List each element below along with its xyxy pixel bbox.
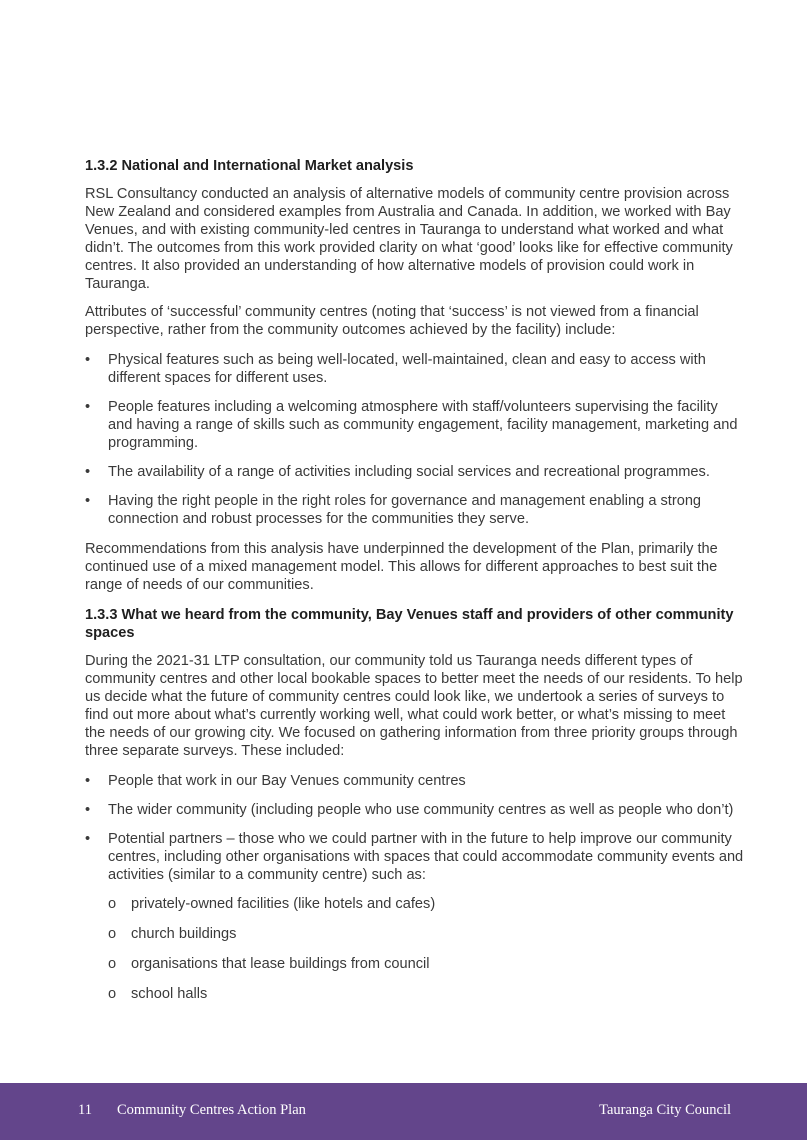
organisation-name: Tauranga City Council	[599, 1102, 731, 1118]
page-content	[85, 157, 745, 1015]
list-item	[85, 463, 745, 481]
list-item-text: The wider community (including people who use community centres as well as people who don’t)	[108, 802, 734, 818]
sub-list-item-text: privately-owned facilities (like hotels and cafes)	[131, 896, 436, 912]
sub-bullet-marker: o	[108, 896, 117, 912]
document-title: Community Centres Action Plan	[117, 1102, 306, 1118]
bullet-marker: •	[85, 493, 91, 509]
page-footer	[0, 1083, 807, 1140]
list-item-text: People that work in our Bay Venues community centres	[108, 773, 466, 789]
list-item	[85, 398, 745, 452]
sub-list-item-text: school halls	[131, 986, 208, 1002]
paragraph-132-intro: RSL Consultancy conducted an analysis of alternative models of community centre provision across New Zealand and considered examples from Australia and Canada. In addition, we worked with Bay Venues, and with existing community-led centres in Tauranga to understand what worked and what didn’t. The outcomes from this work provided clarity on what ‘good’ looks like for effective community centres. It also provided an understanding of how alternative models of provision could work in Tauranga.	[85, 186, 733, 292]
bullet-marker: •	[85, 352, 91, 368]
sub-bullet-marker: o	[108, 986, 117, 1002]
sub-list-item	[108, 925, 745, 943]
list-item-text: People features including a welcoming atmosphere with staff/volunteers supervising the facility and having a range of skills such as community engagement, facility management, marketing and programming.	[108, 399, 738, 451]
list-item	[85, 351, 745, 387]
paragraph-133-intro: During the 2021-31 LTP consultation, our community told us Tauranga needs different types of community centres and other local bookable spaces to better meet the needs of our residents. To help us decide what the future of community centres could look like, we undertook a series of surveys to find out more about what’s currently working well, what could work better, or what’s missing to meet the needs of our growing city. We focused on gathering information from three priority groups through three separate surveys. These included:	[85, 653, 743, 759]
bullet-marker: •	[85, 831, 91, 847]
list-item-text: The availability of a range of activities including social services and recreational programmes.	[108, 464, 710, 480]
sub-list-item-text: organisations that lease buildings from council	[131, 956, 430, 972]
bullet-marker: •	[85, 802, 91, 818]
section-heading-132: 1.3.2 National and International Market analysis	[85, 158, 414, 174]
bullet-list-132	[85, 351, 745, 528]
list-item-text: Physical features such as being well-located, well-maintained, clean and easy to access with different spaces for different uses.	[108, 352, 706, 386]
sub-list-item	[108, 955, 745, 973]
list-item	[85, 772, 745, 790]
sub-list-item	[108, 985, 745, 1003]
sub-list-item-text: church buildings	[131, 926, 237, 942]
bullet-marker: •	[85, 464, 91, 480]
sub-list-item	[108, 895, 745, 913]
bullet-marker: •	[85, 399, 91, 415]
list-item-text: Having the right people in the right roles for governance and management enabling a strong connection and robust processes for the communities they serve.	[108, 493, 702, 527]
section-heading-133: 1.3.3 What we heard from the community, Bay Venues staff and providers of other community spaces	[85, 607, 734, 641]
list-item	[85, 801, 745, 819]
sub-bullet-list	[108, 895, 745, 1003]
paragraph-132-attributes: Attributes of ‘successful’ community centres (noting that ‘success’ is not viewed from a financial perspective, rather from the community outcomes achieved by the facility) include:	[85, 304, 699, 338]
list-item-text: Potential partners – those who we could partner with in the future to help improve our community centres, including other organisations with spaces that could accommodate community events and activities (similar to a community centre) such as:	[108, 831, 744, 883]
paragraph-132-recommendations: Recommendations from this analysis have underpinned the development of the Plan, primarily the continued use of a mixed management model. This allows for different approaches to best suit the range of needs of our communities.	[85, 541, 718, 593]
bullet-list-133	[85, 772, 745, 1003]
sub-bullet-marker: o	[108, 926, 117, 942]
list-item	[85, 492, 745, 528]
page-number: 11	[78, 1102, 92, 1118]
sub-bullet-marker: o	[108, 956, 117, 972]
list-item	[85, 830, 745, 1003]
bullet-marker: •	[85, 773, 91, 789]
